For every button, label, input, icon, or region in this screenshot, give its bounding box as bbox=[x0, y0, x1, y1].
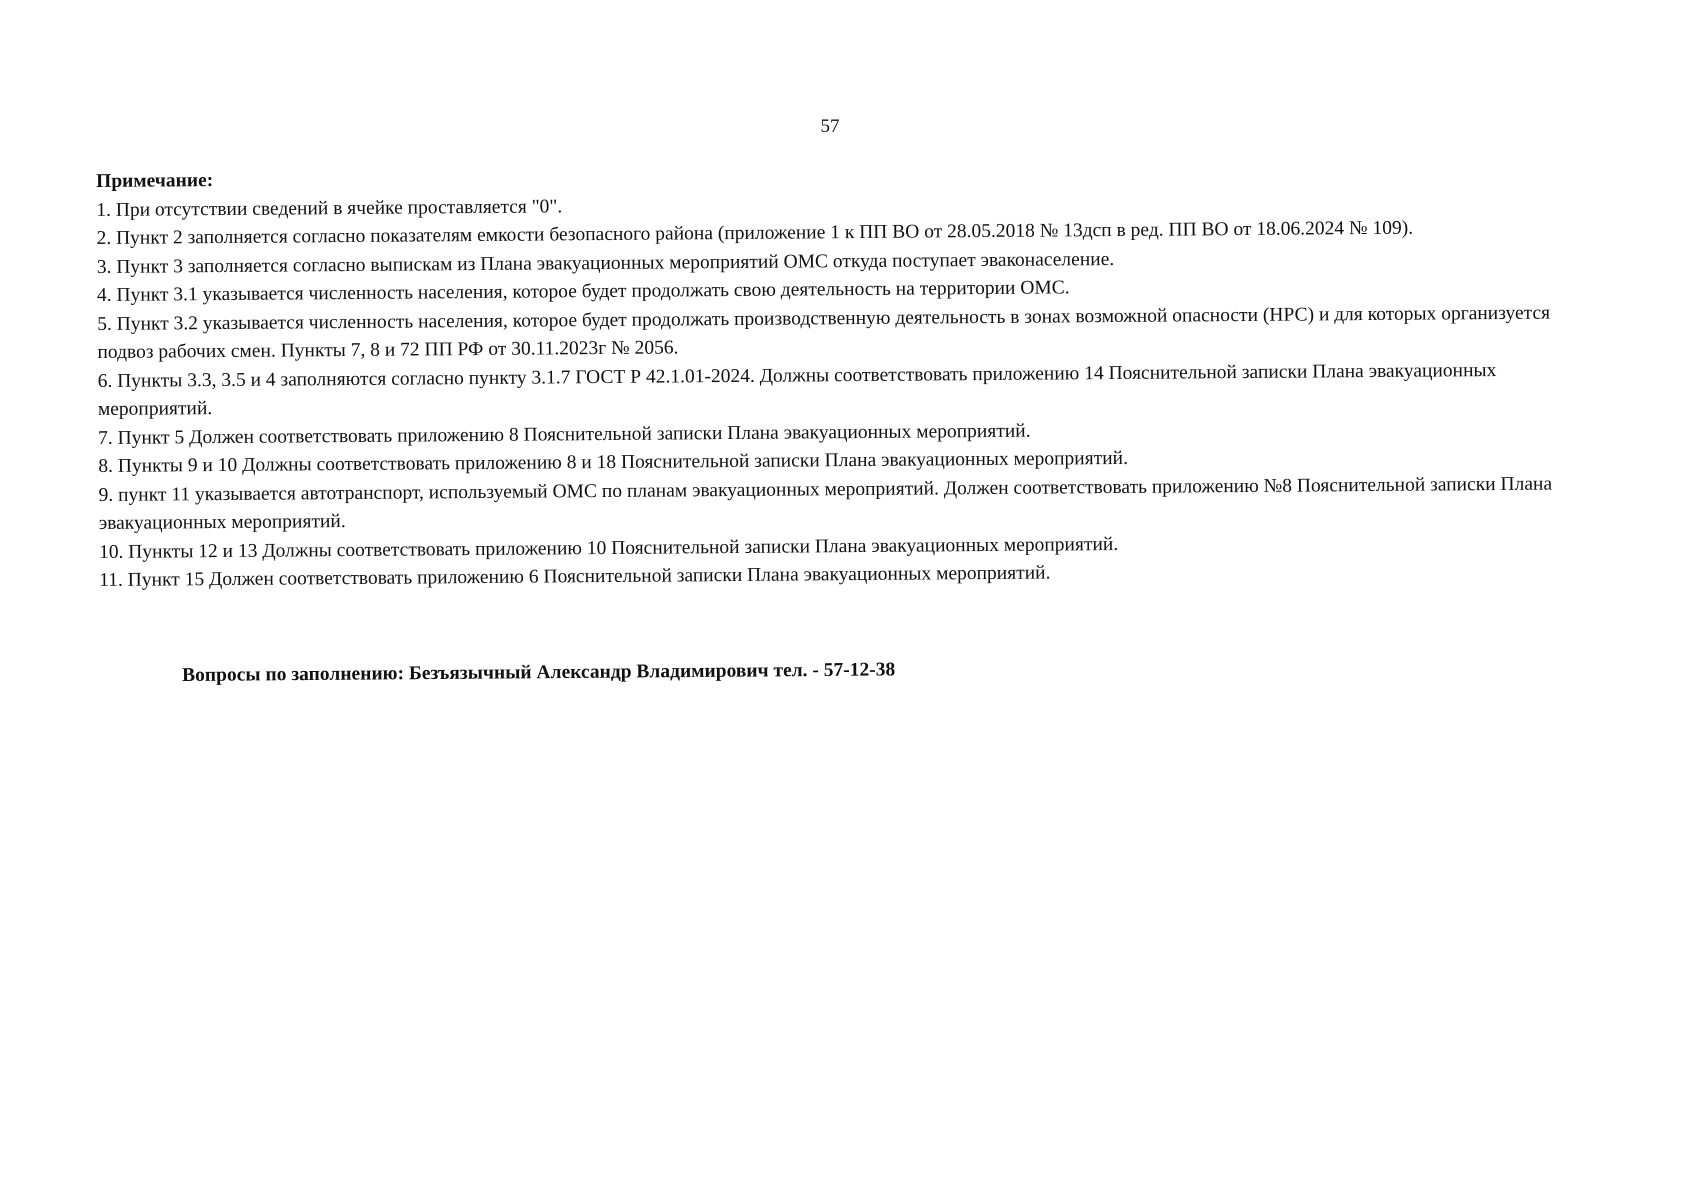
notes-title: Примечание: bbox=[96, 170, 214, 192]
note-item-7: 7. Пункт 5 Должен соответствовать приложению 8 Пояснительной записки Плана эвакуационных мероприятий. bbox=[98, 420, 1031, 449]
notes-list bbox=[96, 185, 1574, 596]
note-item-3: 3. Пункт 3 заполняется согласно выпискам из Плана эвакуационных мероприятий ОМС откуда поступает эваконаселение. bbox=[96, 248, 1115, 278]
note-item-9: 9. пункт 11 указывается автотранспорт, используемый ОМС по планам эвакуационных мероприятий. Должен соответствовать приложению №8 Пояснительной записки Плана эвакуационных мероприятий. bbox=[98, 473, 1553, 534]
contact-line: Вопросы по заполнению: Безъязычный Александр Владимирович тел. - 57-12-38 bbox=[182, 659, 896, 686]
note-item-8: 8. Пункты 9 и 10 Должны соответствовать приложению 8 и 18 Пояснительной записки Плана эвакуационных мероприятий. bbox=[98, 447, 1129, 477]
notes-section bbox=[96, 156, 1574, 595]
note-item-6: 6. Пункты 3.3, 3.5 и 4 заполняются согласно пункту 3.1.7 ГОСТ Р 42.1.01-2024. Должны соответствовать приложению 14 Пояснительной записки Плана эвакуационных мероприятий. bbox=[97, 359, 1497, 420]
note-item-11: 11. Пункт 15 Должен соответствовать приложению 6 Пояснительной записки Плана эвакуационных мероприятий. bbox=[99, 562, 1051, 591]
note-item-4: 4. Пункт 3.1 указывается численность населения, которое будет продолжать свою деятельность на территории ОМС. bbox=[96, 277, 1070, 306]
note-item-5: 5. Пункт 3.2 указывается численность населения, которое будет продолжать производственную деятельность в зонах возможной опасности (НРС) и для которых организуется подвоз рабочих смен. Пункты 7, 8 и 72 ПП РФ от 30.11.2023г № 2056. bbox=[97, 302, 1551, 363]
note-item-1: 1. При отсутствии сведений в ячейке проставляется "0". bbox=[96, 195, 563, 221]
note-item-10: 10. Пункты 12 и 13 Должны соответствовать приложению 10 Пояснительной записки Плана эвакуационных мероприятий. bbox=[98, 533, 1119, 563]
note-item-2: 2. Пункт 2 заполняется согласно показателям емкости безопасного района (приложение 1 к ПП ВО от 28.05.2018 № 13дсп в ред. ПП ВО от 18.06.2024 № 109). bbox=[96, 217, 1414, 249]
page-number: 57 bbox=[820, 116, 840, 137]
